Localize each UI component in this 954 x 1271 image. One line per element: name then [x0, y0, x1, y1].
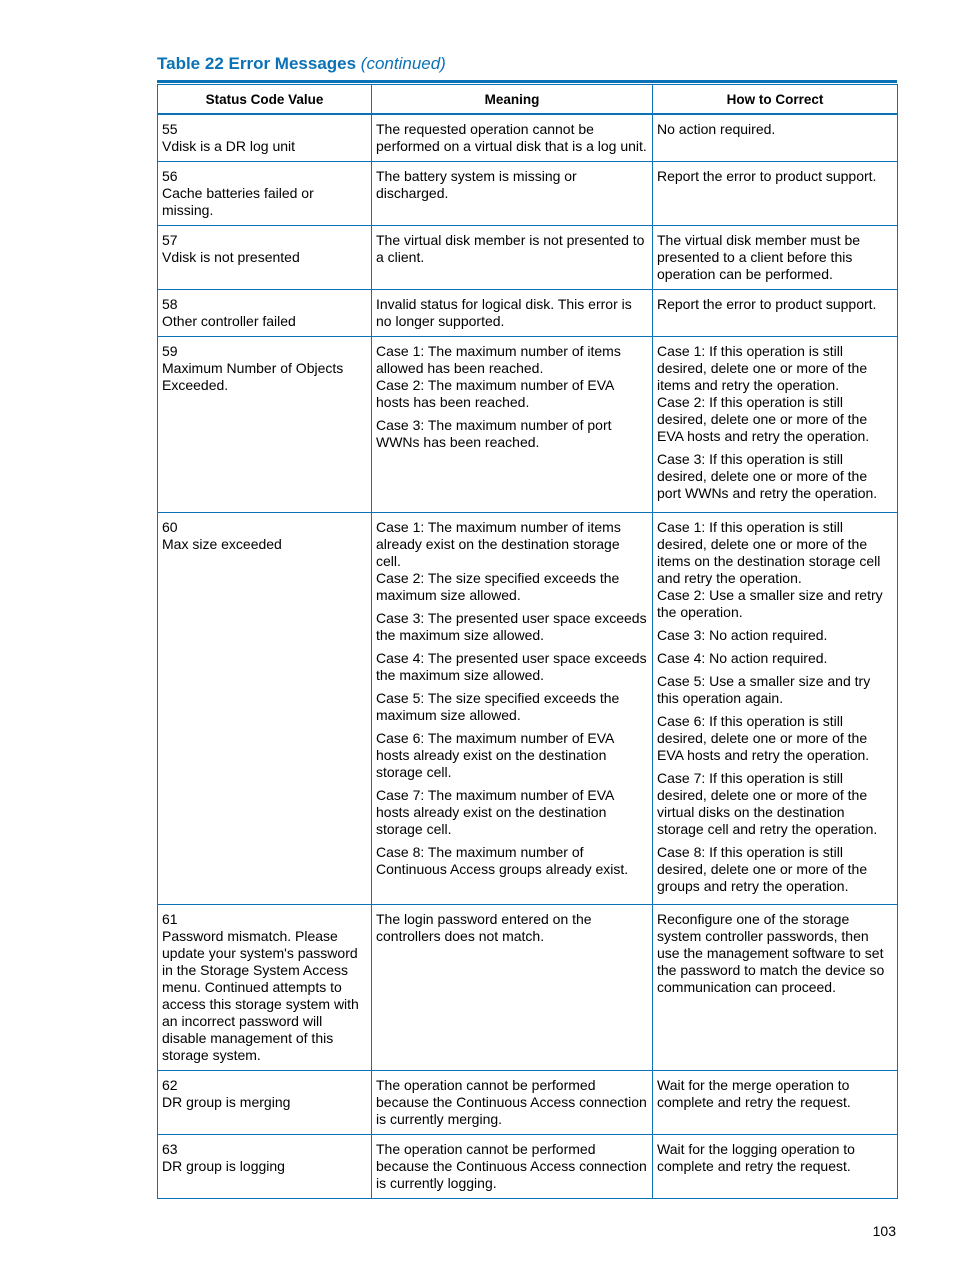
meaning-text: Case 3: The maximum number of port WWNs has been reached. [376, 417, 612, 450]
correction-text: Report the error to product support. [657, 296, 877, 312]
cell-meaning [372, 114, 653, 162]
cell-meaning [372, 1071, 653, 1135]
correction-text: No action required. [657, 121, 776, 137]
correction-text: Report the error to product support. [657, 168, 877, 184]
cell-status-code [158, 114, 372, 162]
table-top-rule [157, 80, 897, 83]
cell-meaning [372, 1135, 653, 1199]
meaning-text: The battery system is missing or discharged. [376, 168, 577, 201]
cell-how-to-correct [653, 1135, 898, 1199]
table-header-row [158, 85, 898, 115]
cell-status-code [158, 905, 372, 1071]
meaning-text: Case 4: The presented user space exceeds the maximum size allowed. [376, 650, 647, 683]
meaning-text: The operation cannot be performed because the Continuous Access connection is currently logging. [376, 1141, 647, 1191]
cell-status-code [158, 337, 372, 513]
status-code-number: 62 [162, 1077, 178, 1093]
correction-text: Wait for the logging operation to complete and retry the request. [657, 1141, 855, 1174]
status-code-number: 63 [162, 1141, 178, 1157]
meaning-text: Case 5: The size specified exceeds the maximum size allowed. [376, 690, 620, 723]
table-row [158, 162, 898, 226]
status-code-name: DR group is logging [162, 1158, 285, 1174]
status-code-number: 60 [162, 519, 178, 535]
cell-how-to-correct [653, 114, 898, 162]
table-row [158, 226, 898, 290]
status-code-number: 58 [162, 296, 178, 312]
status-code-name: Vdisk is a DR log unit [162, 138, 296, 154]
correction-text: Case 2: Use a smaller size and retry the operation. [657, 587, 883, 620]
cell-how-to-correct [653, 905, 898, 1071]
status-code-name: Vdisk is not presented [162, 249, 300, 265]
correction-text: Case 2: If this operation is still desired, delete one or more of the EVA hosts and retry the operation. [657, 394, 870, 444]
correction-text: Case 5: Use a smaller size and try this operation again. [657, 673, 871, 706]
correction-text: Case 1: If this operation is still desired, delete one or more of the items on the destination storage cell and retry the operation. [657, 519, 881, 586]
table-row [158, 1071, 898, 1135]
meaning-text: Case 6: The maximum number of EVA hosts already exist on the destination storage cell. [376, 730, 614, 780]
cell-status-code [158, 513, 372, 905]
meaning-text: Case 1: The maximum number of items already exist on the destination storage cell. [376, 519, 621, 569]
cell-meaning [372, 226, 653, 290]
correction-text: Case 8: If this operation is still desired, delete one or more of the groups and retry the operation. [657, 844, 868, 894]
cell-meaning [372, 337, 653, 513]
meaning-text: The login password entered on the controllers does not match. [376, 911, 592, 944]
correction-text: Wait for the merge operation to complete and retry the request. [657, 1077, 851, 1110]
meaning-text: Case 1: The maximum number of items allowed has been reached. [376, 343, 621, 376]
correction-text: Case 7: If this operation is still desired, delete one or more of the virtual disks on the destination storage cell and retry the operation. [657, 770, 878, 837]
meaning-text: Case 2: The maximum number of EVA hosts has been reached. [376, 377, 614, 410]
page-number: 103 [872, 1223, 896, 1239]
correction-text: Case 1: If this operation is still desired, delete one or more of the items and retry the operation. [657, 343, 868, 393]
cell-status-code [158, 162, 372, 226]
status-code-name: Cache batteries failed or missing. [162, 185, 314, 218]
meaning-text: Invalid status for logical disk. This error is no longer supported. [376, 296, 632, 329]
table-row [158, 114, 898, 162]
table-row [158, 905, 898, 1071]
meaning-text: The requested operation cannot be performed on a virtual disk that is a log unit. [376, 121, 647, 154]
correction-text: Case 6: If this operation is still desired, delete one or more of the EVA hosts and retry the operation. [657, 713, 870, 763]
status-code-number: 61 [162, 911, 178, 927]
table-row [158, 1135, 898, 1199]
table-row [158, 337, 898, 513]
correction-text: Reconfigure one of the storage system controller passwords, then use the management software to set the password to match the device so communication can proceed. [657, 911, 885, 995]
status-code-name: Other controller failed [162, 313, 296, 329]
status-code-number: 55 [162, 121, 178, 137]
cell-status-code [158, 226, 372, 290]
meaning-text: The operation cannot be performed because the Continuous Access connection is currently merging. [376, 1077, 647, 1127]
status-code-name: Max size exceeded [162, 536, 282, 552]
table-caption [157, 54, 446, 74]
cell-status-code [158, 1071, 372, 1135]
cell-how-to-correct [653, 337, 898, 513]
cell-how-to-correct [653, 513, 898, 905]
correction-text: The virtual disk member must be presented to a client before this operation can be performed. [657, 232, 861, 282]
table-row [158, 290, 898, 337]
cell-how-to-correct [653, 162, 898, 226]
table-row [158, 513, 898, 905]
header-status-code: Status Code Value [158, 85, 372, 115]
correction-text: Case 3: If this operation is still desired, delete one or more of the port WWNs and retry the operation. [657, 451, 878, 501]
cell-how-to-correct [653, 290, 898, 337]
status-code-name: DR group is merging [162, 1094, 291, 1110]
status-code-number: 56 [162, 168, 178, 184]
correction-text: Case 4: No action required. [657, 650, 828, 666]
status-code-name: Maximum Number of Objects Exceeded. [162, 360, 344, 393]
meaning-text: The virtual disk member is not presented to a client. [376, 232, 645, 265]
status-code-number: 59 [162, 343, 178, 359]
cell-status-code [158, 290, 372, 337]
cell-status-code [158, 1135, 372, 1199]
table-caption-continued: (continued) [360, 54, 446, 73]
cell-how-to-correct [653, 226, 898, 290]
cell-meaning [372, 513, 653, 905]
error-messages-table [157, 84, 898, 1199]
status-code-name: Password mismatch. Please update your system's password in the Storage System Access menu. Continued attempts to access this storage system with an incorrect password will disable management of this storage system. [162, 928, 359, 1063]
meaning-text: Case 7: The maximum number of EVA hosts already exist on the destination storage cell. [376, 787, 614, 837]
meaning-text: Case 8: The maximum number of Continuous Access groups already exist. [376, 844, 629, 877]
meaning-text: Case 2: The size specified exceeds the maximum size allowed. [376, 570, 620, 603]
correction-text: Case 3: No action required. [657, 627, 828, 643]
cell-how-to-correct [653, 1071, 898, 1135]
table-caption-label: Table 22 Error Messages [157, 54, 357, 73]
header-how-to-correct: How to Correct [653, 85, 898, 115]
cell-meaning [372, 905, 653, 1071]
cell-meaning [372, 162, 653, 226]
status-code-number: 57 [162, 232, 178, 248]
header-meaning: Meaning [372, 85, 653, 115]
cell-meaning [372, 290, 653, 337]
meaning-text: Case 3: The presented user space exceeds the maximum size allowed. [376, 610, 647, 643]
